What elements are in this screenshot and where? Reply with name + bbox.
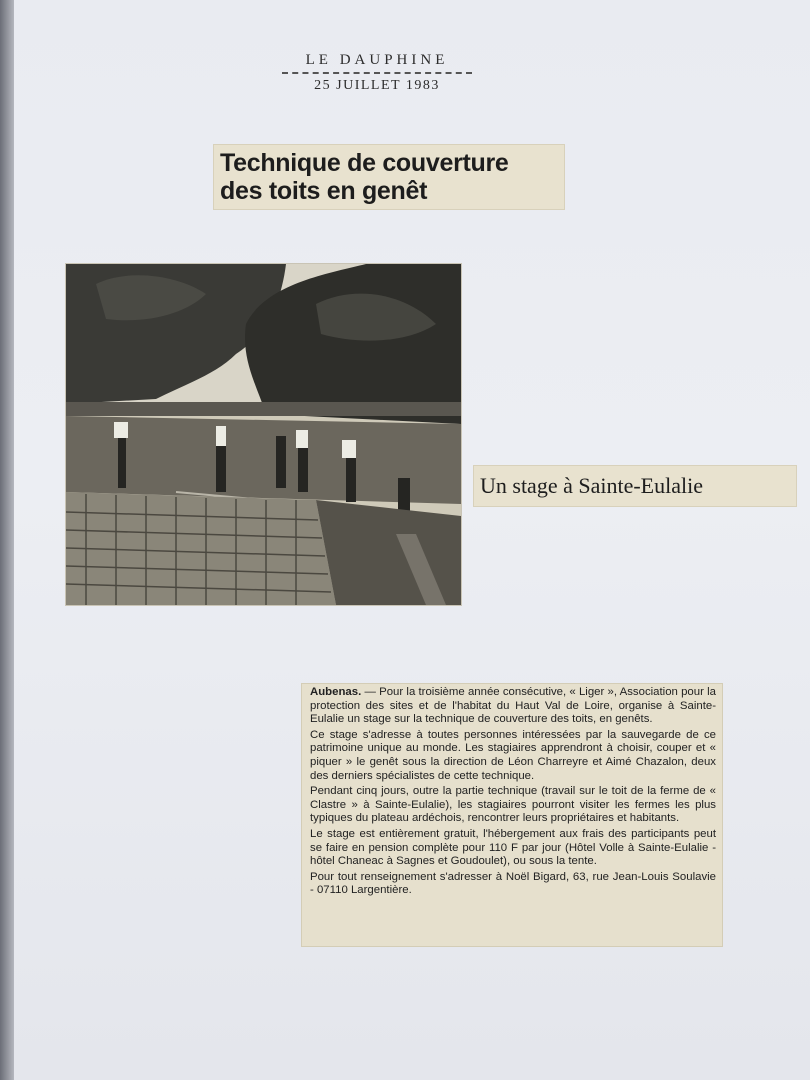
newspaper-name: LE DAUPHINE: [282, 52, 472, 74]
newspaper-photo: [66, 264, 461, 605]
article-paragraph: Ce stage s'adresse à toutes personnes intéressées par la sauvegarde de ce patrimoine unique au monde. Les stagiaires apprendront à choisir, couper et « piquer » le genêt sous la direction de Léon Charreyre et Aimé Chazalon, deux des derniers spécialistes de cette technique.: [310, 728, 716, 782]
article-paragraph: Le stage est entièrement gratuit, l'hébergement aux frais des participants peut se faire en pension complète pour 110 F par jour (Hôtel Volle à Sainte-Eulalie - hôtel Chaneac à Sagnes et Goudoulet), ou sous la tente.: [310, 827, 716, 868]
article-paragraph: Aubenas. — Pour la troisième année consécutive, « Liger », Association pour la protection des sites et de l'habitat du Haut Val de Loire, organise à Sainte-Eulalie un stage sur la technique de couverture des toits, en genêts.: [310, 686, 716, 726]
newspaper-masthead: [282, 52, 472, 94]
article-paragraph: Pendant cinq jours, outre la partie technique (travail sur le toit de la ferme de « Clastre » à Sainte-Eulalie), les stagiaires pourront visiter les fermes les plus typiques du plateau ardéchois, rencontrer leurs propriétaires et habitants.: [310, 785, 716, 825]
photo-caption: Un stage à Sainte-Eulalie: [474, 466, 796, 506]
article-paragraph: Pour tout renseignement s'adresser à Noël Bigard, 63, rue Jean-Louis Soulavie - 07110 Largentière.: [310, 870, 716, 897]
article-dateline: Aubenas.: [310, 686, 362, 698]
article-headline: Technique de couverture des toits en genêt: [214, 145, 564, 209]
article-body: [302, 684, 722, 946]
publication-date: 25 JUILLET 1983: [314, 78, 440, 93]
photo-icon: [66, 264, 461, 605]
